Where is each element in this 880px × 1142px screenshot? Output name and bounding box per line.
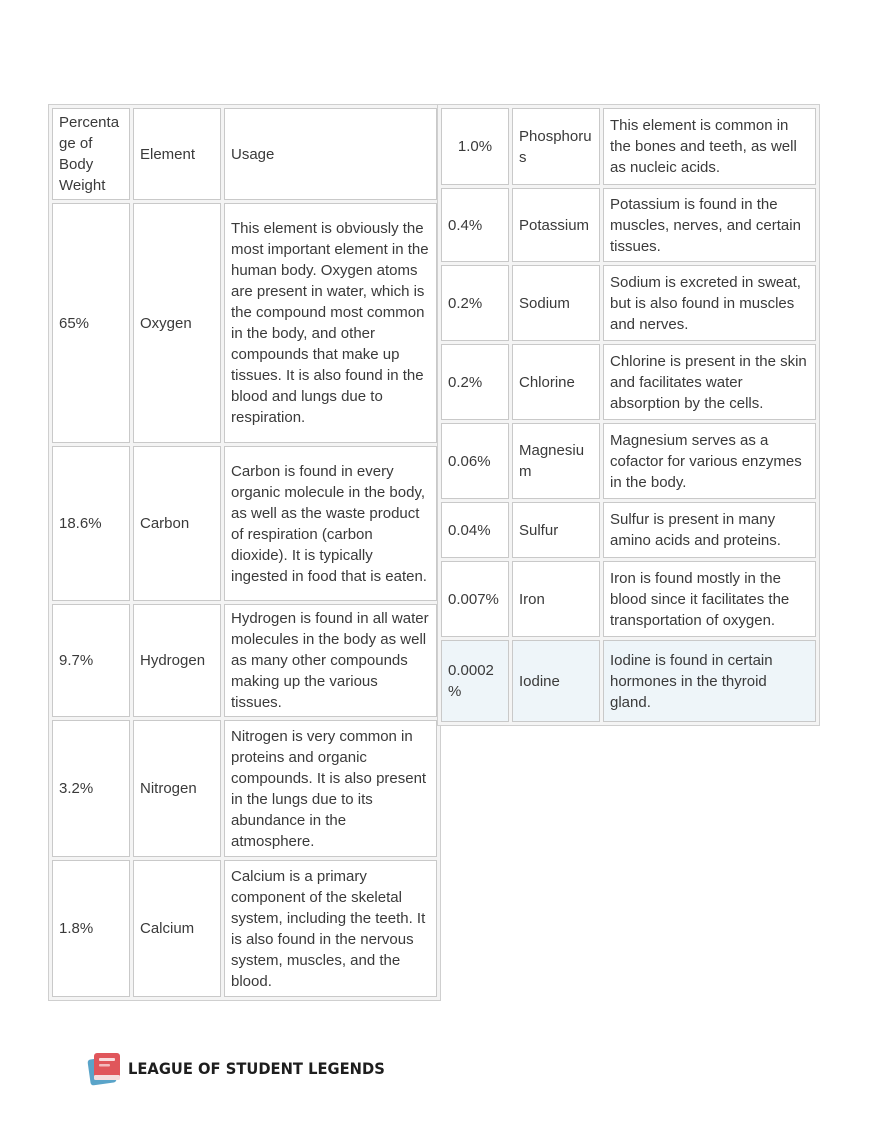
- table-row: [441, 423, 816, 499]
- cell-element: Iron: [512, 561, 600, 637]
- cell-percent: 3.2%: [52, 720, 130, 857]
- table-row: [441, 344, 816, 420]
- cell-usage: Nitrogen is very common in proteins and organic compounds. It is also present in the lungs due to its abundance in the atmosphere.: [224, 720, 437, 857]
- cell-percent: 1.0%: [441, 108, 509, 185]
- cell-element: Sodium: [512, 265, 600, 341]
- cell-usage: Potassium is found in the muscles, nerves, and certain tissues.: [603, 188, 816, 262]
- cell-percent: 1.8%: [52, 860, 130, 997]
- cell-element: Iodine: [512, 640, 600, 722]
- cell-percent: 0.2%: [441, 344, 509, 420]
- cell-usage: This element is common in the bones and teeth, as well as nucleic acids.: [603, 108, 816, 185]
- cell-usage: Carbon is found in every organic molecule in the body, as well as the waste product of respiration (carbon dioxide). It is typically ingested in food that is eaten.: [224, 446, 437, 601]
- cell-usage: Calcium is a primary component of the skeletal system, including the teeth. It is also found in the nervous system, muscles, and the blood.: [224, 860, 437, 997]
- element-table-left: [48, 104, 441, 1001]
- book-icon: [86, 1049, 124, 1087]
- cell-element: Hydrogen: [133, 604, 221, 717]
- header-usage: Usage: [224, 108, 437, 200]
- cell-percent: 0.007%: [441, 561, 509, 637]
- cell-element: Potassium: [512, 188, 600, 262]
- table-row: [52, 720, 437, 857]
- cell-percent: 0.0002%: [441, 640, 509, 722]
- cell-element: Oxygen: [133, 203, 221, 443]
- cell-percent: 65%: [52, 203, 130, 443]
- header-percentage: Percentage of Body Weight: [52, 108, 130, 200]
- cell-element: Magnesium: [512, 423, 600, 499]
- table-header-row: [52, 108, 437, 200]
- cell-element: Carbon: [133, 446, 221, 601]
- cell-usage: Sulfur is present in many amino acids and proteins.: [603, 502, 816, 558]
- cell-percent: 0.4%: [441, 188, 509, 262]
- cell-element: Phosphorus: [512, 108, 600, 185]
- cell-usage: Iodine is found in certain hormones in the thyroid gland.: [603, 640, 816, 722]
- cell-usage: Chlorine is present in the skin and facilitates water absorption by the cells.: [603, 344, 816, 420]
- table-row: [441, 640, 816, 722]
- league-logo: [86, 1049, 407, 1087]
- table-row: [441, 502, 816, 558]
- cell-element: Chlorine: [512, 344, 600, 420]
- cell-usage: This element is obviously the most important element in the human body. Oxygen atoms are present in water, which is the compound most common in the body, and other compounds that make up tissues. It is also found in the blood and lungs due to respiration.: [224, 203, 437, 443]
- table-row: [441, 561, 816, 637]
- logo-text: LEAGUE OF STUDENT LEGENDS: [128, 1058, 385, 1078]
- cell-percent: 0.04%: [441, 502, 509, 558]
- element-table-right: [437, 104, 820, 726]
- cell-usage: Hydrogen is found in all water molecules in the body as well as many other compounds making up the various tissues.: [224, 604, 437, 717]
- header-element: Element: [133, 108, 221, 200]
- table-row: [441, 265, 816, 341]
- cell-percent: 0.2%: [441, 265, 509, 341]
- cell-element: Sulfur: [512, 502, 600, 558]
- table-row: [441, 188, 816, 262]
- cell-usage: Magnesium serves as a cofactor for various enzymes in the body.: [603, 423, 816, 499]
- cell-element: Calcium: [133, 860, 221, 997]
- table-row: [441, 108, 816, 185]
- cell-usage: Iron is found mostly in the blood since it facilitates the transportation of oxygen.: [603, 561, 816, 637]
- table-row: [52, 604, 437, 717]
- cell-element: Nitrogen: [133, 720, 221, 857]
- table-row: [52, 203, 437, 443]
- table-row: [52, 446, 437, 601]
- cell-percent: 18.6%: [52, 446, 130, 601]
- cell-percent: 9.7%: [52, 604, 130, 717]
- table-row: [52, 860, 437, 997]
- cell-percent: 0.06%: [441, 423, 509, 499]
- cell-usage: Sodium is excreted in sweat, but is also found in muscles and nerves.: [603, 265, 816, 341]
